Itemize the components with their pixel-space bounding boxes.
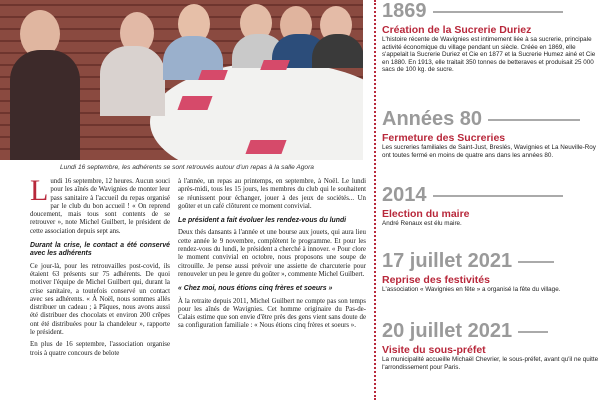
year-rule [518,331,548,333]
subheading: « Chez moi, nous étions cinq frères et soeurs » [178,285,333,293]
year-text: 2014 [382,184,427,206]
timeline-body: André Renaux est élu maire. [382,220,462,227]
timeline-year [382,108,600,130]
year-text: 17 juillet 2021 [382,250,513,272]
timeline-entry [382,108,600,159]
drop-cap: L [30,174,49,207]
plate [260,60,290,70]
dotted-divider [374,0,376,400]
subheading: Durant la crise, le contact a été conservé avec les adhérents [30,242,170,258]
article-photo [0,0,363,160]
year-rule [433,195,563,197]
paragraph [30,174,170,236]
timeline-year [382,250,600,272]
timeline-title: Visite du sous-préfet [382,344,486,356]
timeline-body: L'association « Wavignies en fête » a organisé la fête du village. [382,286,561,293]
photo-caption: Lundi 16 septembre, les adhérents se sont retrouvés autour d'un repas à la salle Agora [60,164,314,171]
article-column-2 [178,178,366,335]
timeline-entry [382,320,600,371]
year-rule [433,11,563,13]
timeline-year [382,184,600,206]
year-text: 20 juillet 2021 [382,320,513,342]
paragraph: À la retraite depuis 2011, Michel Guilbert ne compte pas son temps pour les aînés de Wavignies. Cet homme originaire du Pas-de-Calais estime que son envie d'être près des gens vient sans doute de sa configuration familiale : « Nous étions cinq frères et soeurs ». [178,297,366,330]
paragraph: Ce jour-là, pour les retrouvailles post-covid, ils étaient 63 présents sur 75 adhérents. De quoi motiver l'équipe de Michel Guilbert qui, durant la crise sanitaire, a toutefois conservé un contact avec ses adhérents. « À Noël, nous sommes allés distribuer un cadeau ; à Pâques, nous avons aussi été distribuer des chocolats et environ 200 crêpes ont été distribuées pour la chandeleur », rapporte le président. [30,262,170,337]
year-text: 1869 [382,0,427,22]
person [312,34,363,68]
timeline-entry [382,0,600,74]
timeline-body: La municipalité accueille Michaël Chevrier, le sous-préfet, avant qu'il ne quitte l'arrondissement pour Paris. [382,356,599,371]
timeline-title: Election du maire [382,208,470,220]
timeline-title: Création de la Sucrerie Duriez [382,24,532,36]
timeline-title: Reprise des festivités [382,274,490,286]
article-column-1 [30,174,170,362]
timeline-title: Fermeture des Sucreries [382,132,506,144]
paragraph-text: undi 16 septembre, 12 heures. Aucun souci pour les aînés de Wavignies de monter leur pass sanitaire à l'accueil du repas organisé par le club du bon accueil ! « On reprend doucement, mais tous sont contents de se retrouver », note Michel Guilbert, le président de cette association depuis sept ans. [30,178,170,235]
paragraph: En plus de 16 septembre, l'association organise trois à quatre concours de belote [30,341,170,357]
timeline-entry [382,250,600,294]
year-rule [518,261,554,263]
paragraph: Deux thés dansants à l'année et une bourse aux jouets, qui aura lieu cette année le 9 novembre, complètent le programme. Et pour les rendez-vous du lundi, le président a cherché à innover. « Pour clore le moment convivial en octobre, nous proposons une soupe de citrouille. Je pense aussi prévoir une assiette de charcuterie pour renouveler un peu le genre du goûter », commente Michel Guilbert. [178,229,366,278]
person [100,46,165,116]
timeline-year [382,0,600,22]
timeline-body: Les sucreries familiales de Saint-Just, Breslés, Wavignies et La Neuville-Roy ont toutes fermé en moins de quatre ans dans les années 80. [382,144,596,159]
paragraph: à l'année, un repas au printemps, en septembre, à Noël. Le lundi après-midi, tous les 15 jours, les membres du club qui le souhaitent se réunissent pour échanger, jouer à des jeux de sociétés... Un goûter et un café clôturent ce moment convivial. [178,178,366,210]
timeline-entry [382,184,600,228]
person [10,50,80,160]
year-rule [488,119,580,121]
subheading: Le président a fait évoluer les rendez-vous du lundi [178,217,347,225]
timeline-body: L'histoire récente de Wavignies est intimement liée à sa sucrerie, principale activité économique du village pendant un siècle. Créée en 1869, elle s'appelait la Sucrerie Duriez et Cie en 1877 et la Sucrerie Humez ainé et Cie en 1880. En 1913, elle traitait 350 tonnes de betteraves et produisait 25 000 sacs de 100 kg. de sucre. [382,36,596,74]
timeline-year [382,320,600,342]
plate [177,96,212,110]
plate [198,70,228,80]
plate [245,140,286,154]
year-text: Années 80 [382,108,483,130]
